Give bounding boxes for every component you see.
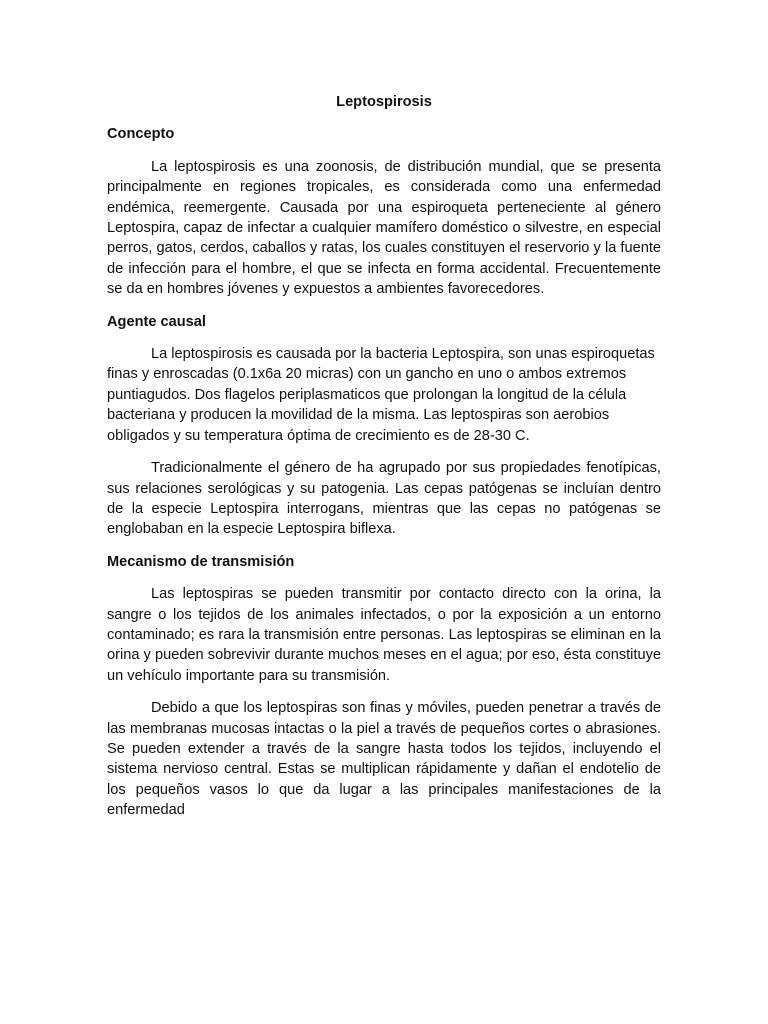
section-heading-concepto: Concepto (107, 126, 175, 143)
paragraph-concepto-1: La leptospirosis es una zoonosis, de distribución mundial, que se presenta principalmente en regiones tropicales, es considerada como una enfermedad endémica, reemergente. Causada por una espiroqueta perteneciente al género Leptospira, capaz de infectar a cualquier mamífero doméstico o silvestre, en especial perros, gatos, cerdos, caballos y ratas, los cuales constituyen el reservorio y la fuente de infección para el hombre, el que se infecta en forma accidental. Frecuentemente se da en hombres jóvenes y expuestos a ambientes favorecedores. (107, 158, 661, 298)
paragraph-mecanismo-1: Las leptospiras se pueden transmitir por contacto directo con la orina, la sangre o los tejidos de los animales infectados, o por la exposición a un entorno contaminado; es rara la transmisión entre personas. Las leptospiras se eliminan en la orina y pueden sobrevivir durante muchos meses en el agua; por eso, ésta constituye un vehículo importante para su transmisión. (107, 586, 661, 684)
section-heading-agente-causal: Agente causal (107, 313, 206, 330)
paragraph-agente-causal-2: Tradicionalmente el género de ha agrupado por sus propiedades fenotípicas, sus relaciones serológicas y su patogenia. Las cepas patógenas se incluían dentro de la especie Leptospira interrogans, mientras que las cepas no patógenas se englobaban en la especie Leptospira biflexa. (107, 460, 661, 538)
paragraph-agente-causal-1: La leptospirosis es causada por la bacteria Leptospira, son unas espiroquetas finas y enroscadas (0.1x6a 20 micras) con un gancho en uno o ambos extremos puntiagudos. Dos flagelos periplasmaticos que prolongan la longitud de la célula bacteriana y producen la movilidad de la misma. Las leptospiras son aerobios obligados y su temperatura óptima de crecimiento es de 28-30 C. (107, 346, 655, 444)
section-heading-mecanismo-transmision: Mecanismo de transmisión (107, 553, 295, 570)
paragraph-mecanismo-2: Debido a que los leptospiras son finas y móviles, pueden penetrar a través de las membranas mucosas intactas o la piel a través de pequeños cortes o abrasiones. Se pueden extender a través de la sangre hasta todos los tejidos, incluyendo el sistema nervioso central. Estas se multiplican rápidamente y dañan el endotelio de los pequeños vasos lo que da lugar a las principales manifestaciones de la enfermedad (107, 700, 661, 819)
document-page (107, 92, 661, 833)
document-title: Leptospirosis (336, 94, 432, 110)
